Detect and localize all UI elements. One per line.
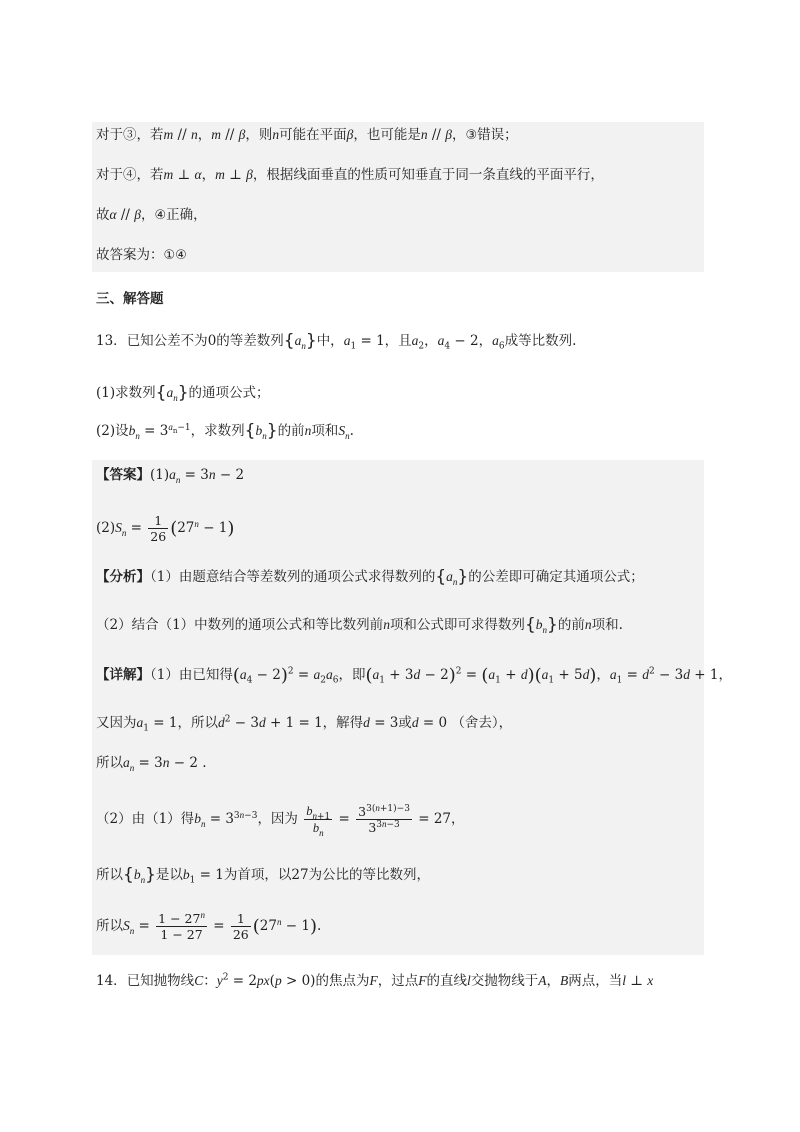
prev-answer-line [96, 244, 187, 267]
case4-line: 对于④，若m ⊥ α，m ⊥ β，根据线面垂直的性质可知垂直于同一条直线的平面平行， [96, 167, 604, 183]
q13-analysis-2: （2）结合（1）中数列的通项公式和等比数列前n项和公式即可求得数列$\{b_n\}$的前n项和. [96, 615, 623, 635]
q13-detail-5: 所以$\{b_n\}$是以$b_1 = 1$为首项，以27为公比的等比数列， [96, 865, 431, 886]
q13-detail-6: 所以$S_n$ = $\frac{1 - 27^n}{1 - 27}$ = $\frac{1}{26}$ $(27^n - 1)$. [96, 909, 322, 943]
answer-label: 故答案为： [96, 247, 164, 263]
case3-label: 对于③， [96, 127, 150, 143]
q13-part1: (1)求数列$\{a_n\}$的通项公式； [96, 383, 270, 403]
q13-detail-2: 又因为$a_1 = 1$，所以$d^2 - 3d + 1 = 1$，解得d = 3或d = 0 （舍去）， [96, 714, 513, 734]
case3-line: 对于③，若m // n，m // β，则n可能在平面β，也可能是n // β，③错误； [96, 127, 518, 143]
q13-detail-3: 所以$a_n = 3n - 2$ . [96, 755, 207, 773]
case4-label: 对于④， [96, 167, 150, 183]
q13-analysis-1: 【分析】（1）由题意结合等差数列的通项公式求得数列的$\{a_n\}$的公差即可确定其通项公式； [96, 567, 644, 587]
q13-detail-1: 【详解】（1）由已知得$(a_4 - 2)^2 = a_2a_6$，即$(a_1 + 3d - 2)^2 = (a_1 + d)(a_1 + 5d)$，$a_1 = d^2 - 3d + 1$， [96, 665, 732, 686]
q14-stem: 14．已知抛物线C：$y^2 = 2px(p > 0)$的焦点为F，过点F的直线l交抛物线于A，B两点，当l ⊥ x [96, 972, 654, 989]
q13-stem: 13．已知公差不为0的等差数列$\{a_n\}$中，$a_1 = 1$，且$a_2$，$a_4 - 2$，$a_6$成等比数列. [96, 331, 577, 352]
answer-value: ①④ [163, 248, 187, 263]
q13-number: 13． [96, 333, 127, 349]
detail-tag: 【详解】 [96, 667, 150, 683]
case4-conclusion: 故α // β，④正确， [96, 207, 207, 223]
analysis-tag: 【分析】 [96, 569, 150, 585]
section-title: 三、解答题 [96, 291, 164, 307]
q14-number: 14． [96, 973, 127, 989]
q13-part2: (2)设$b_n = 3^{a_n-1}$，求数列$\{b_n\}$的前n项和$S_n$. [96, 421, 354, 441]
q13-detail-4: （2）由（1）得$b_n = 3^{3n-3}$，因为 $\frac{b_{n+1}}{b_n}$ = $\frac{3^{3(n+1)-3}}{3^{3n-3}}$ = 27， [96, 802, 465, 838]
q13-answer-1: 【答案】$(1)a_n = 3n - 2$ [96, 467, 245, 485]
answer-tag: 【答案】 [96, 467, 150, 483]
q13-answer-2: $(2)S_n$ = $\frac{1}{26}$ $(27^n - 1)$ [96, 513, 235, 545]
